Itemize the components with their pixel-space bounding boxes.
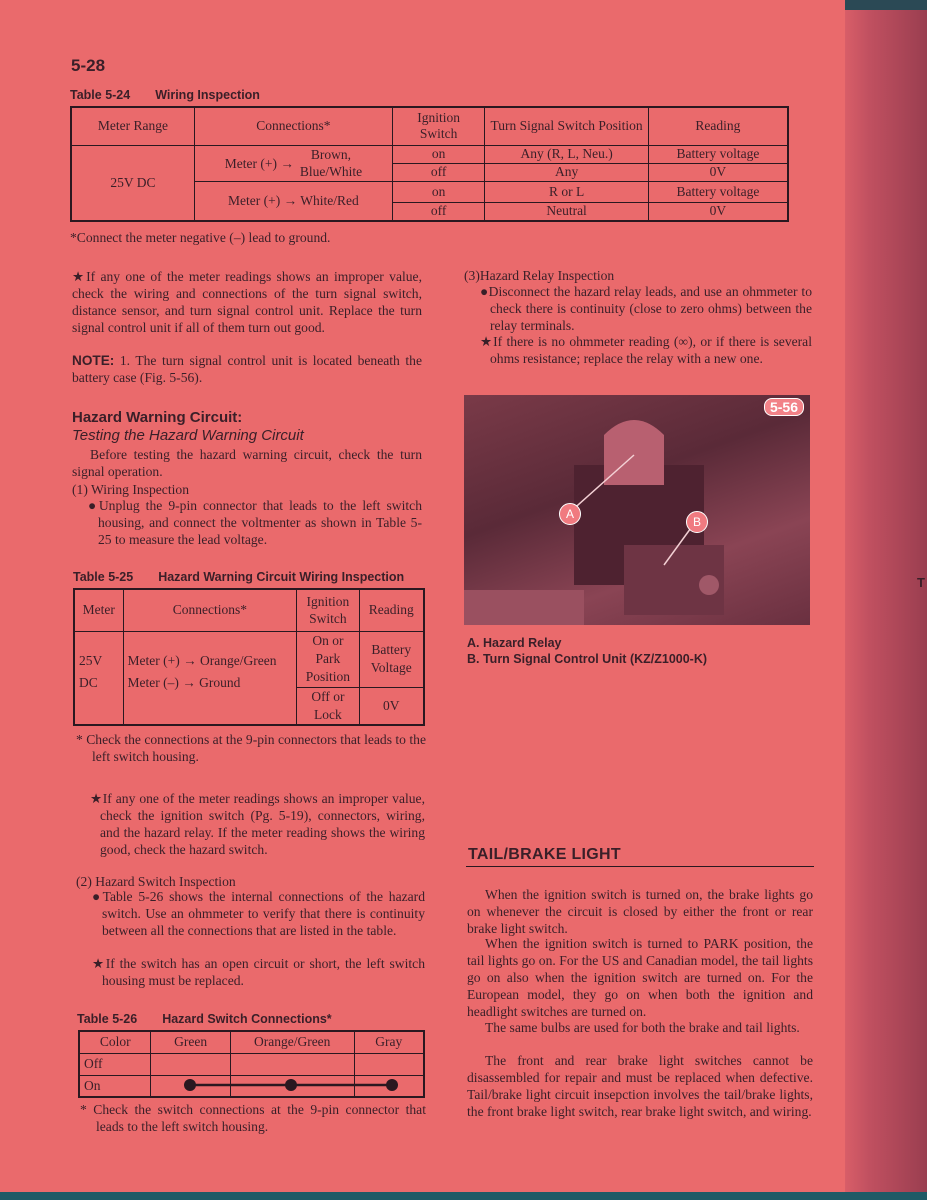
photo-lower-panel — [464, 590, 584, 625]
continuity-line — [180, 1076, 404, 1094]
continuity-dot-orange-green — [285, 1079, 297, 1091]
table24-row2-read: 0V — [648, 163, 788, 181]
table24-conn2: Meter (+) → White/Red — [194, 181, 392, 221]
step3-star: ★If there is no ohmmeter reading (∞), or if there is several ohms resistance; replace the relay with a new one. — [480, 334, 812, 366]
table24-row1-pos: Any (R, L, Neu.) — [485, 145, 649, 163]
table24-row3-ign: on — [392, 181, 484, 202]
page-number: 5-28 — [71, 56, 106, 75]
page-edge-shadow — [845, 0, 927, 1200]
table25-ign-on: On or Park Position — [297, 631, 359, 687]
table25-meter: 25V DC — [74, 631, 123, 725]
section-title: TAIL/BRAKE LIGHT — [468, 846, 621, 863]
table26-caption — [77, 1012, 332, 1026]
table25-connections — [123, 631, 297, 725]
table25-footnote: * Check the connections at the 9-pin connectors that leads to the left switch housing. — [76, 732, 426, 764]
table24-conn1-line1: Brown, — [310, 147, 351, 162]
table26-caption-num: Table 5-26 — [77, 1012, 138, 1026]
table24-footnote: *Connect the meter negative (–) lead to ground. — [70, 230, 331, 245]
step1-text: ●Unplug the 9-pin connector that leads to the left switch housing, and connect the voltmenter as shown in Table 5-25 to measure the lead voltage. — [88, 498, 422, 547]
table24-conn1-prefix: Meter (+) → — [224, 155, 294, 171]
figure-number: 5-56 — [764, 398, 804, 416]
table26-header-green: Green — [151, 1031, 230, 1053]
figure-caption-a: A. Hazard Relay — [467, 636, 562, 650]
tail-paragraph-1: When the ignition switch is turned on, the brake lights go on whenever the circuit is closed by either the front or rear brake light switch. — [467, 887, 813, 936]
step2-star: ★If the switch has an open circuit or short, the left switch housing must be replaced. — [92, 956, 425, 988]
table25-read-on: Battery Voltage — [359, 631, 424, 687]
left-paragraph-2: Before testing the hazard warning circuit, check the turn signal operation. — [72, 447, 422, 479]
step2-text: ●Table 5-26 shows the internal connections of the hazard switch. Use an ohmmeter to verify that there is continuity between all the connections that are listed in the table. — [92, 889, 425, 938]
tail-paragraph-2: When the ignition switch is turned to PARK position, the tail lights go on. For the US and Canadian model, the tail lights go on also when the ignition switch are turned on. For the European model, they go on when both the ignition and headlight switches are turned on. — [467, 936, 813, 1019]
left-paragraph-3: ★If any one of the meter readings shows an improper value, check the ignition switch (Pg. 5-19), connectors, wiring, and the hazard relay. If the meter reading shows the wiring good, check the hazard switch. — [90, 791, 425, 857]
figure-photo — [464, 395, 810, 625]
photo-shapes — [464, 395, 810, 625]
photo-bolt — [699, 575, 719, 595]
table24-row3-pos: R or L — [485, 181, 649, 202]
table25-conn-minus: Meter (–) → Ground — [127, 674, 241, 690]
edge-letter: T — [917, 575, 925, 590]
note-label: NOTE: — [72, 353, 115, 368]
table24-caption — [70, 88, 260, 102]
table24-conn1 — [194, 145, 392, 181]
table25-ign-off: Off or Lock — [297, 687, 359, 725]
table25 — [73, 588, 425, 726]
table24-row3-read: Battery voltage — [648, 181, 788, 202]
tail-paragraph-3: The same bulbs are used for both the brake and tail lights. — [485, 1020, 800, 1035]
hazard-title: Hazard Warning Circuit: — [72, 409, 243, 426]
table24-row2-ign: off — [392, 163, 484, 181]
figure-label-b: B — [686, 511, 708, 533]
left-note — [72, 352, 422, 386]
figure-label-a: A — [559, 503, 581, 525]
table25-header-ignition: Ignition Switch — [297, 589, 359, 631]
page-edge-bottom — [0, 1192, 927, 1200]
table24-row4-read: 0V — [648, 202, 788, 221]
step3-text: ●Disconnect the hazard relay leads, and use an ohmmeter to check there is continuity (close to zero ohms) between the relay terminals. — [480, 284, 812, 333]
table24-meter-range: 25V DC — [71, 145, 194, 221]
table24-row1-read: Battery voltage — [648, 145, 788, 163]
table25-header-meter: Meter — [74, 589, 123, 631]
step2-title: (2) Hazard Switch Inspection — [76, 874, 236, 889]
table24-header-reading: Reading — [648, 107, 788, 145]
table26-footnote: * Check the switch connections at the 9-pin connector that leads to the left switch housing. — [80, 1102, 426, 1134]
note-text: 1. The turn signal control unit is located beneath the battery case (Fig. 5-56). — [72, 353, 422, 385]
table26-off-orange-green — [230, 1053, 354, 1075]
tail-paragraph-4: The front and rear brake light switches cannot be disassembled for repair and must be replaced when defective. Tail/brake light circuit insepction involves the tail/brake lights, the front brake light switch, rear brake light switch, and wiring. — [467, 1053, 813, 1119]
table26-header-gray: Gray — [354, 1031, 424, 1053]
left-paragraph-1: ★If any one of the meter readings shows an improper value, check the wiring and connections of the turn signal switch, distance sensor, and turn signal control unit. Replace the turn signal control unit if all of them turn out good. — [72, 269, 422, 335]
table25-caption-title: Hazard Warning Circuit Wiring Inspection — [158, 570, 405, 584]
table24-caption-num: Table 5-24 — [70, 88, 131, 102]
table24-header-connections: Connections* — [194, 107, 392, 145]
hazard-subtitle: Testing the Hazard Warning Circuit — [72, 427, 304, 444]
continuity-dot-gray — [386, 1079, 398, 1091]
table25-header-connections: Connections* — [123, 589, 297, 631]
table24-header-ignition: Ignition Switch — [392, 107, 484, 145]
table25-header-reading: Reading — [359, 589, 424, 631]
table24-conn1-line2: Blue/White — [299, 164, 363, 179]
photo-connector — [604, 420, 664, 485]
table24-row4-pos: Neutral — [485, 202, 649, 221]
table24 — [70, 106, 789, 222]
table24-row4-ign: off — [392, 202, 484, 221]
table25-read-off: 0V — [359, 687, 424, 725]
table24-row1-ign: on — [392, 145, 484, 163]
table24-header-position: Turn Signal Switch Position — [485, 107, 649, 145]
table26-header-color: Color — [79, 1031, 151, 1053]
page-edge-top — [845, 0, 927, 10]
table26-row-off: Off — [79, 1053, 151, 1075]
table26-caption-title: Hazard Switch Connections* — [162, 1012, 332, 1026]
table26-off-gray — [354, 1053, 424, 1075]
table26-row-on: On — [79, 1075, 151, 1097]
figure-caption — [467, 635, 707, 667]
section-rule — [466, 866, 814, 867]
table24-caption-title: Wiring Inspection — [155, 88, 260, 102]
continuity-dot-green — [184, 1079, 196, 1091]
table24-header-meter: Meter Range — [71, 107, 194, 145]
step3-title: (3)Hazard Relay Inspection — [464, 268, 615, 283]
table24-row2-pos: Any — [485, 163, 649, 181]
table26-off-green — [151, 1053, 230, 1075]
table25-caption-num: Table 5-25 — [73, 570, 134, 584]
figure-caption-b: B. Turn Signal Control Unit (KZ/Z1000-K) — [467, 652, 708, 666]
table25-conn-plus: Meter (+) → Orange/Green — [127, 652, 277, 668]
table26-header-orange-green: Orange/Green — [230, 1031, 354, 1053]
table25-caption — [73, 570, 404, 584]
step1-title: (1) Wiring Inspection — [72, 482, 189, 497]
